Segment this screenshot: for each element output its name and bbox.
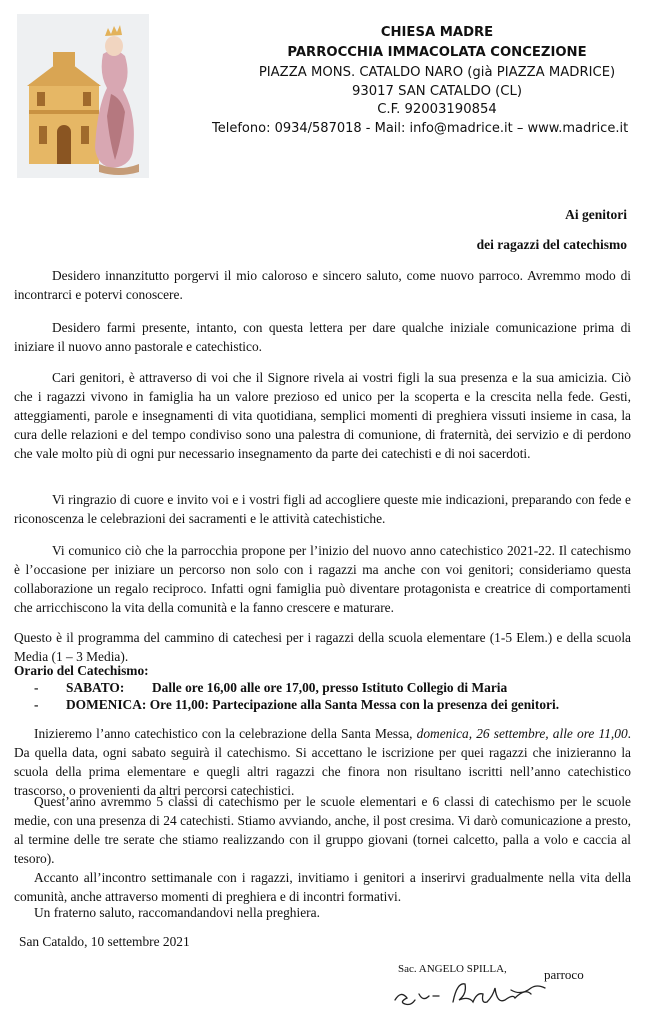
paragraph-greeting: Desidero innanzitutto porgervi il mio caloroso e sincero saluto, come nuovo parroco. Avremmo modo di incontrarci e potervi conoscere. [14, 268, 631, 302]
signer-name: Sac. ANGELO SPILLA, [398, 963, 507, 975]
paragraph-start [14, 724, 631, 800]
addressee-line-2: dei ragazzi del catechismo [476, 237, 627, 252]
handwritten-signature [393, 972, 593, 1012]
paragraph-community: Accanto all’incontro settimanale con i ragazzi, invitiamo i genitori a inserirvi gradualmente nella vita della comunità, anche attraverso momenti di preghiera e di incontri formativi. [14, 870, 631, 904]
paragraph-closing: Un fraterno saluto, raccomandandovi nella preghiera. [34, 905, 320, 920]
saturday-label: SABATO: [66, 680, 125, 695]
schedule-sunday [14, 695, 559, 714]
start-text-a: Inizieremo l’anno catechistico con la celebrazione della Santa Messa, [34, 726, 417, 741]
paragraph-parents: Cari genitori, è attraverso di voi che il Signore rivela ai vostri figli la sua presenza e la sua amicizia. Ciò che i ragazzi vivono in famiglia ha un valore prezioso ed unico per la scoperta e la crescita nella fede. Gesti, atteggiamenti, parole e insegnamenti di vita quotidiana, semplici momenti di preghiera vissuti insieme in casa, la cura delle relazioni e del tempo condiviso sono una palestra di comunione, di fraternità, dei servizio e di perdono che vale molto più di ogni pur necessario insegnamento da parte dei catechisti e di noi sacerdoti. [14, 370, 631, 461]
paragraph-intro: Desidero farmi presente, intanto, con questa lettera per dare qualche iniziale comunicazione prima di iniziare il nuovo anno pastorale e catechistico. [14, 320, 631, 354]
fiscal-code: C.F. 92003190854 [377, 102, 497, 117]
parish-name: PARROCCHIA IMMACOLATA CONCEZIONE [287, 45, 587, 60]
signer-role: parroco [544, 967, 584, 982]
letter-date: San Cataldo, 10 settembre 2021 [19, 934, 190, 949]
sunday-label: DOMENICA: [66, 697, 147, 712]
city-line: 93017 SAN CATALDO (CL) [351, 84, 522, 99]
start-date: domenica, 26 settembre, alle ore 11,00 [416, 726, 628, 741]
paragraph-thanks: Vi ringrazio di cuore e invito voi e i vostri figli ad accogliere queste mie indicazioni, preparando con fede e riconoscenza le celebrazioni dei sacramenti e le attività catechistiche. [14, 492, 631, 526]
bullet-dash: - [34, 697, 39, 712]
church-name: CHIESA MADRE [380, 25, 494, 40]
start-text-b: . Da quella data, ogni sabato seguirà il catechismo. Si accettano le iscrizione per quei ragazzi che inizieranno la scuola della prima elementare e quegli altri ragazzi che finora non risultano iscritti nell’anno catechistico trascorso, o provenienti da altri percorsi catechistici. [14, 726, 631, 798]
bullet-dash: - [34, 680, 39, 695]
contacts-line: Telefono: 0934/587018 - Mail: info@madrice.it – www.madrice.it [212, 121, 629, 136]
saturday-text: Dalle ore 16,00 alle ore 17,00, presso Istituto Collegio di Maria [152, 680, 508, 695]
addressee-line-1: Ai genitori [565, 207, 627, 222]
address-line: PIAZZA MONS. CATALDO NARO (già PIAZZA MADRICE) [258, 65, 616, 80]
parish-logo [17, 14, 149, 178]
paragraph-classes: Quest’anno avremmo 5 classi di catechismo per le scuole elementari e 6 classi di catechismo per le scuole medie, con una presenza di 24 catechisti. Stiamo avviando, anche, il post cresima. Vi darò comunicazione a presto, al termine delle tre serate che stiamo realizzando con il gruppo giovani (tornei calcetto, palla a volo e caccia al tesoro). [14, 794, 631, 866]
schedule-title: Orario del Catechismo: [14, 663, 149, 678]
paragraph-program: Vi comunico ciò che la parrocchia propone per l’inizio del nuovo anno catechistico 2021-22. Il catechismo è l’occasione per iniziare un percorso non solo con i ragazzi ma anche con voi genitori; consideriamo questa collaborazione un regalo reciproco. Infatti ogni famiglia può diventare protagonista e creatrice di comportamenti che arricchiscono la vita della comunità e la fanno crescere e maturare. [14, 543, 631, 615]
sunday-text: Ore 11,00: Partecipazione alla Santa Messa con la presenza dei genitori. [149, 697, 560, 712]
paragraph-schools: Questo è il programma del cammino di catechesi per i ragazzi della scuola elementare (1-5 Elem.) e della scuola Media (1 – 3 Media). [14, 630, 631, 664]
